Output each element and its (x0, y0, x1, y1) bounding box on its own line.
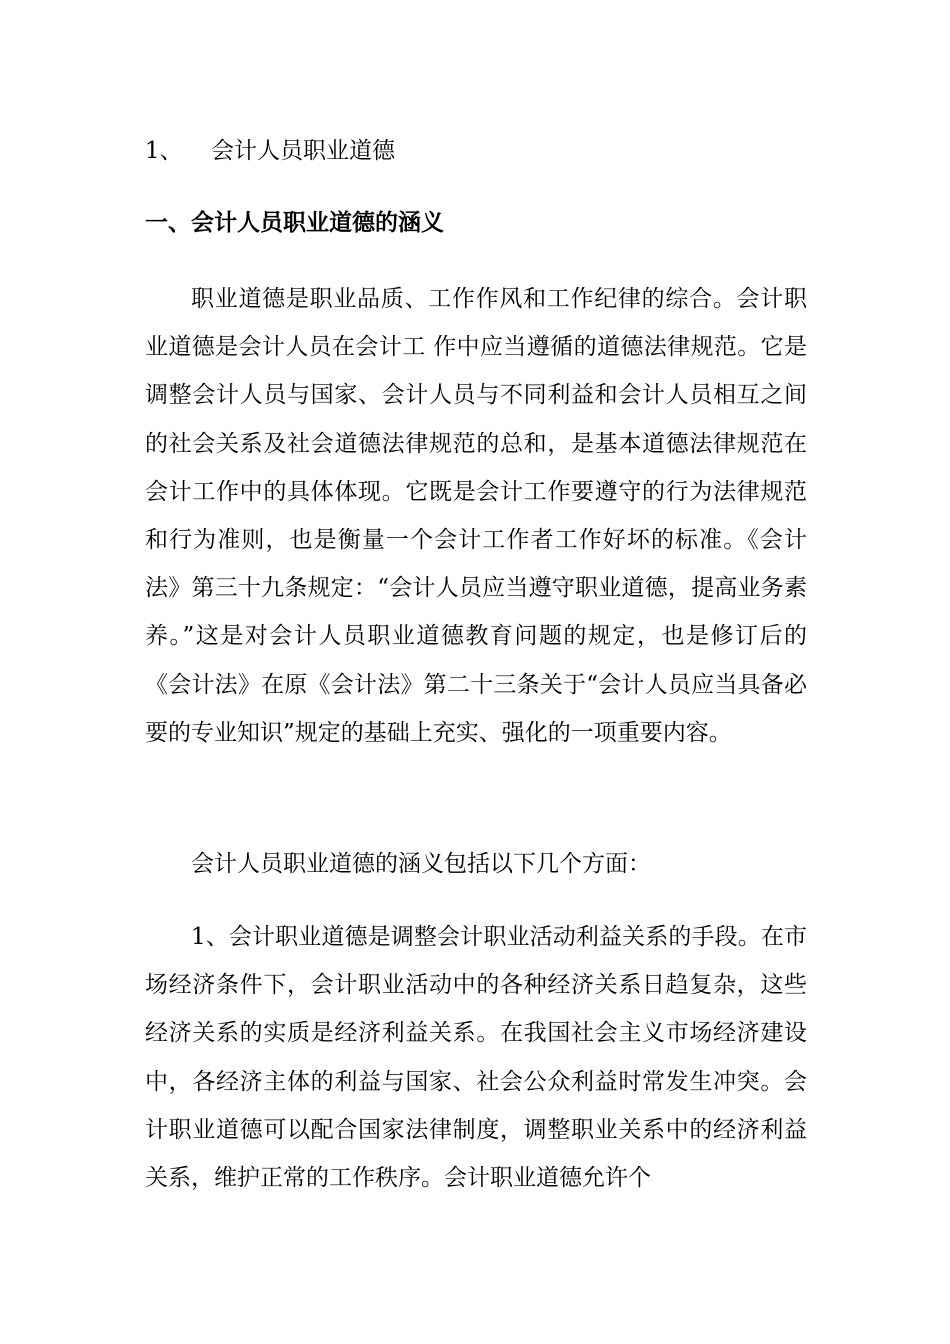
paragraph-text: 1、会计职业道德是调整会计职业活动利益关系的手段。在市场经济条件下，会计职业活动中的各种经济关系日趋复杂，这些经济关系的实质是经济利益关系。在我国社会主义市场经济建设中，各经济主体的利益与国家、社会公众利益时常发生冲突。会计职业道德可以配合国家法律制度，调整职业关系中的经济利益关系，维护正常的工作秩序。会计职业道德允许个 (145, 924, 807, 1192)
section-title: 一、会计人员职业道德的涵义 (145, 209, 444, 236)
paragraph-definition (145, 275, 807, 757)
paragraph-intro (145, 840, 807, 888)
paragraph-text: 职业道德是职业品质、工作作风和工作纪律的综合。会计职业道德是会计人员在会计工 作中应当遵循的道德法律规范。它是调整会计人员与国家、会计人员与不同利益和会计人员相互之间的社会关系及社会道德法律规范的总和，是基本道德法律规范在会计工作中的具体体现。它既是会计工作要遵守的行为法律规范和行为准则，也是衡量一个会计工作者工作好坏的标准。《会计法》第三十九条规定：“会计人员应当遵守职业道德，提高业务素养。”这是对会计人员职业道德教育问题的规定，也是修订后的《会计法》在原《会计法》第二十三条关于“会计人员应当具备必要的专业知识”规定的基础上充实、强化的一项重要内容。 (145, 286, 807, 746)
heading-number: 1、 (145, 138, 183, 164)
numbered-heading (145, 135, 395, 167)
paragraph-point-1 (145, 913, 807, 1202)
heading-text: 会计人员职业道德 (211, 138, 395, 164)
paragraph-text: 会计人员职业道德的涵义包括以下几个方面： (191, 851, 651, 877)
